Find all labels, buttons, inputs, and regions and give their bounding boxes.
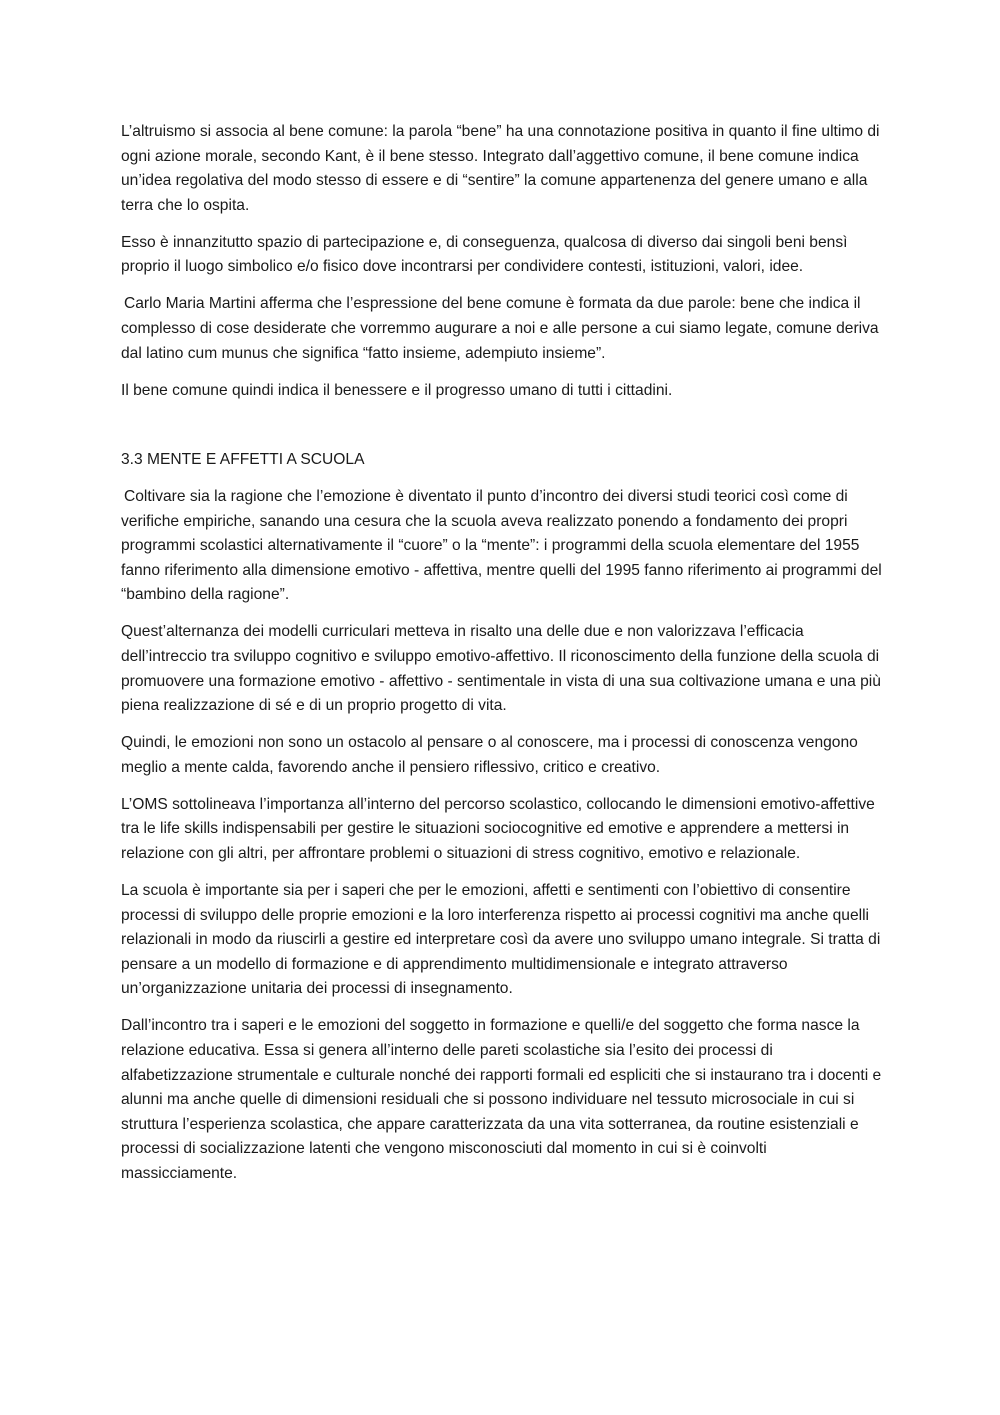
paragraph-modelli-curriculari: Quest’alternanza dei modelli curriculari metteva in risalto una delle due e non valorizzava l’efficacia dell’intreccio tra sviluppo cognitivo e sviluppo emotivo-affettivo. Il riconoscimento della funzione della scuola di promuovere una formazione emotivo - affettivo - sentimentale in vista di una sua coltivazione umana e una più piena realizzazione di sé e di un proprio progetto di vita. [121, 623, 881, 715]
paragraph-oms: L’OMS sottolineava l’importanza all’interno del percorso scolastico, collocando le dimensioni emotivo-affettive tra le life skills indispensabili per gestire le situazioni sociocognitive ed emotive e apprendere a mettersi in relazione con gli altri, per affrontare problemi o situazioni di stress cognitivo, emotivo e relazionale. [121, 795, 875, 862]
page-content [121, 120, 883, 1199]
paragraph-martini: Carlo Maria Martini afferma che l’espressione del bene comune è formata da due parole: bene che indica il complesso di cose desiderate che vorremmo augurare a noi e alle persone a cui siamo legate, comune deriva dal latino cum munus che significa “fatto insieme, adempiuto insieme”. [121, 295, 879, 362]
paragraph-benessere: Il bene comune quindi indica il benessere e il progresso umano di tutti i cittadini. [121, 381, 673, 399]
paragraph-scuola-saperi: La scuola è importante sia per i saperi che per le emozioni, affetti e sentimenti con l’obiettivo di consentire processi di sviluppo delle proprie emozioni e la loro interferenza rispetto ai processi cognitivi ma anche quelli relazionali in modo da riuscirli a gestire ed interpretare così da avere uno sviluppo umano integrale. Si tratta di pensare a un modello di formazione e di apprendimento multidimensionale e integrato attraverso un’organizzazione unitaria dei processi di insegnamento. [121, 881, 881, 998]
paragraph-ragione-emozione: Coltivare sia la ragione che l’emozione è diventato il punto d’incontro dei diversi studi teorici così come di verifiche empiriche, sanando una cesura che la scuola aveva realizzato ponendo a fondamento dei propri programmi scolastici alternativamente il “cuore” o la “mente”: i programmi della scuola elementare del 1955 fanno riferimento alla dimensione emotivo - affettiva, mentre quelli del 1995 fanno riferimento ai programmi del “bambino della ragione”. [121, 488, 882, 604]
paragraph-relazione-educativa: Dall’incontro tra i saperi e le emozioni del soggetto in formazione e quelli/e del soggetto che forma nasce la relazione educativa. Essa si genera all’interno delle pareti scolastiche sia l’esito dei processi di alfabetizzazione strumentale e culturale nonché dei rapporti formali ed espliciti che si instaurano tra i docenti e alunni ma anche quelle di dimensioni residuali che si possono individuare nel tessuto microsociale in cui si struttura l’esperienza scolastica, che appare caratterizzata da una vita sotterranea, da routine esistenziali e processi di socializzazione latenti che vengono misconosciuti dal momento in cui si è coinvolti massicciamente. [121, 1017, 882, 1182]
section-heading: 3.3 MENTE E AFFETTI A SCUOLA [121, 451, 365, 469]
paragraph-partecipazione: Esso è innanzitutto spazio di partecipazione e, di conseguenza, qualcosa di diverso dai singoli beni bensì proprio il luogo simbolico e/o fisico dove incontrarsi per condividere contesti, istituzioni, valori, idee. [121, 233, 848, 276]
paragraph-altruismo: L’altruismo si associa al bene comune: la parola “bene” ha una connotazione positiva in quanto il fine ultimo di ogni azione morale, secondo Kant, è il bene stesso. Integrato dall’aggettivo comune, il bene comune indica un’idea regolativa del modo stesso di essere e di “sentire” la comune appartenenza del genere umano e alla terra che lo ospita. [121, 123, 880, 214]
paragraph-emozioni-conoscenza: Quindi, le emozioni non sono un ostacolo al pensare o al conoscere, ma i processi di conoscenza vengono meglio a mente calda, favorendo anche il pensiero riflessivo, critico e creativo. [121, 734, 858, 776]
